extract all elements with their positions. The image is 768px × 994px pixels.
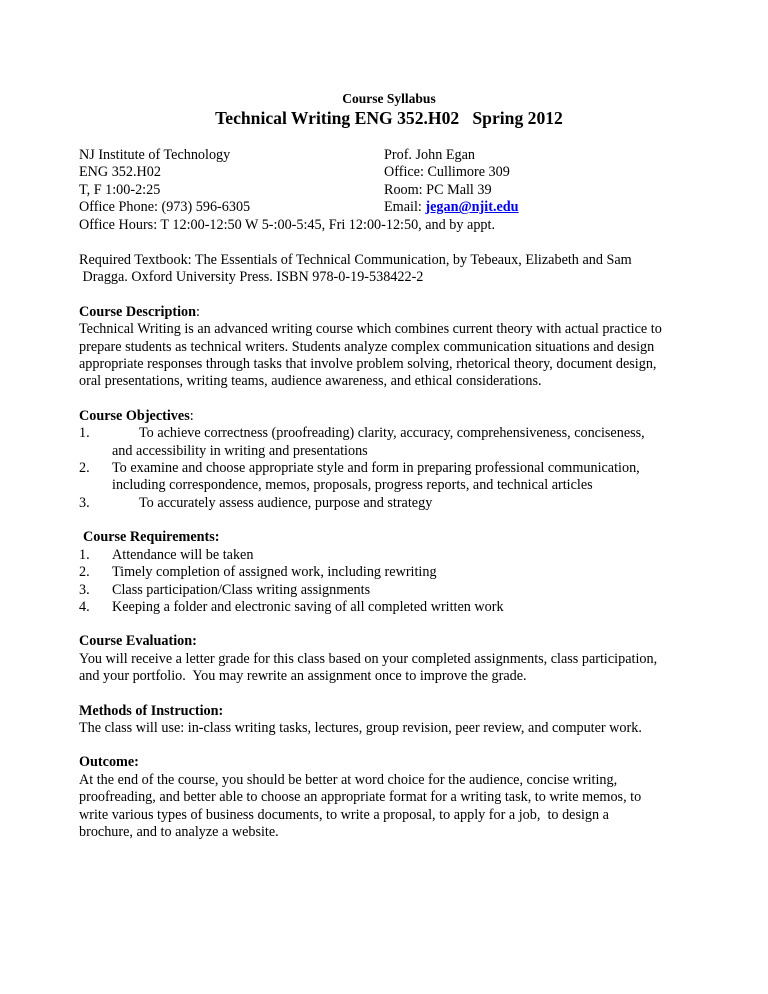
objective-item (79, 460, 701, 495)
evaluation-line: and your portfolio. You may rewrite an assignment once to improve the grade. (79, 668, 527, 685)
list-number: 4. (79, 598, 90, 615)
heading-colon: : (189, 407, 194, 424)
email-link[interactable]: jegan@njit.edu (425, 199, 519, 216)
course-requirements-heading: Course Requirements: (83, 529, 220, 546)
requirement-text: Class participation/Class writing assignments (112, 581, 371, 598)
objective-item (79, 425, 701, 460)
required-textbook (79, 252, 701, 287)
outcome-line: brochure, and to analyze a website. (79, 823, 279, 840)
requirement-text: Timely completion of assigned work, including rewriting (112, 564, 437, 581)
outcome-line: write various types of business documents, to write a proposal, to apply for a job, to design a (79, 806, 609, 823)
course-description-heading: Course Description (79, 303, 197, 320)
document-title: Technical Writing ENG 352.H02 Spring 2012 (215, 108, 563, 128)
objectives-list (79, 425, 701, 512)
list-number: 3. (79, 581, 90, 598)
requirements-list (79, 547, 701, 617)
course-description-heading-line (79, 304, 701, 321)
course-code: ENG 352.H02 (79, 164, 161, 181)
requirement-item (79, 564, 701, 581)
course-info-right (384, 147, 519, 217)
methods-of-instruction-heading: Methods of Instruction: (79, 702, 224, 719)
description-line: prepare students as technical writers. Students analyze complex communication situations and design (79, 338, 655, 355)
requirement-text: Attendance will be taken (112, 546, 254, 563)
instruction-line: The class will use: in-class writing tasks, lectures, group revision, peer review, and computer work. (79, 719, 642, 736)
heading-colon: : (196, 303, 200, 320)
outcome-heading: Outcome: (79, 754, 139, 771)
email-label: Email: (384, 199, 426, 216)
outcome-section (79, 754, 701, 841)
description-line: appropriate responses through tasks that involve problem solving, rhetorical theory, document design, (79, 356, 657, 373)
objective-text: To accurately assess audience, purpose and strategy (139, 494, 433, 511)
objective-text: and accessibility in writing and presentations (112, 442, 368, 459)
course-objectives-heading-line (79, 408, 701, 425)
list-number: 3. (79, 494, 90, 511)
outcome-line: proofreading, and better able to choose an appropriate format for a writing task, to write memos, to (79, 789, 642, 806)
course-objectives-heading: Course Objectives (79, 407, 190, 424)
email-line (384, 199, 519, 216)
evaluation-line: You will receive a letter grade for this class based on your completed assignments, class participation, (79, 650, 658, 667)
textbook-line: Dragga. Oxford University Press. ISBN 978-0-19-538422-2 (79, 269, 424, 286)
list-number: 1. (79, 425, 90, 442)
description-line: Technical Writing is an advanced writing course which combines current theory with actual practice to (79, 321, 662, 338)
course-evaluation-section (79, 633, 701, 685)
list-number: 1. (79, 546, 90, 563)
methods-of-instruction-section (79, 703, 701, 738)
objective-text: To examine and choose appropriate style and form in preparing professional communication, (112, 460, 640, 477)
class-schedule: T, F 1:00-2:25 (79, 181, 161, 198)
room-location: Room: PC Mall 39 (384, 181, 492, 198)
course-info-left (79, 147, 250, 217)
document-kicker: Course Syllabus (342, 91, 436, 106)
office-location: Office: Cullimore 309 (384, 164, 510, 181)
course-description-section (79, 304, 701, 391)
list-number: 2. (79, 460, 90, 477)
syllabus-page (79, 90, 701, 841)
requirement-text: Keeping a folder and electronic saving of all completed written work (112, 598, 504, 615)
requirement-item (79, 599, 701, 616)
professor-name: Prof. John Egan (384, 147, 476, 163)
institution-name: NJ Institute of Technology (79, 147, 231, 163)
objective-text: To achieve correctness (proofreading) clarity, accuracy, comprehensiveness, conciseness, (139, 425, 645, 442)
objective-item (79, 495, 701, 512)
requirement-item (79, 547, 701, 564)
textbook-line: Required Textbook: The Essentials of Technical Communication, by Tebeaux, Elizabeth and Sam (79, 252, 632, 268)
course-objectives-section (79, 408, 701, 512)
outcome-line: At the end of the course, you should be better at word choice for the audience, concise writing, (79, 771, 618, 788)
office-hours: Office Hours: T 12:00-12:50 W 5-:00-5:45, Fri 12:00-12:50, and by appt. (79, 216, 496, 233)
description-line: oral presentations, writing teams, audience awareness, and ethical considerations. (79, 373, 542, 390)
office-phone: Office Phone: (973) 596-6305 (79, 199, 251, 216)
list-number: 2. (79, 564, 90, 581)
objective-text: including correspondence, memos, proposals, progress reports, and technical articles (112, 477, 593, 494)
course-requirements-section (79, 529, 701, 616)
requirement-item (79, 582, 701, 599)
course-info-block (79, 147, 701, 235)
course-evaluation-heading: Course Evaluation: (79, 633, 197, 650)
